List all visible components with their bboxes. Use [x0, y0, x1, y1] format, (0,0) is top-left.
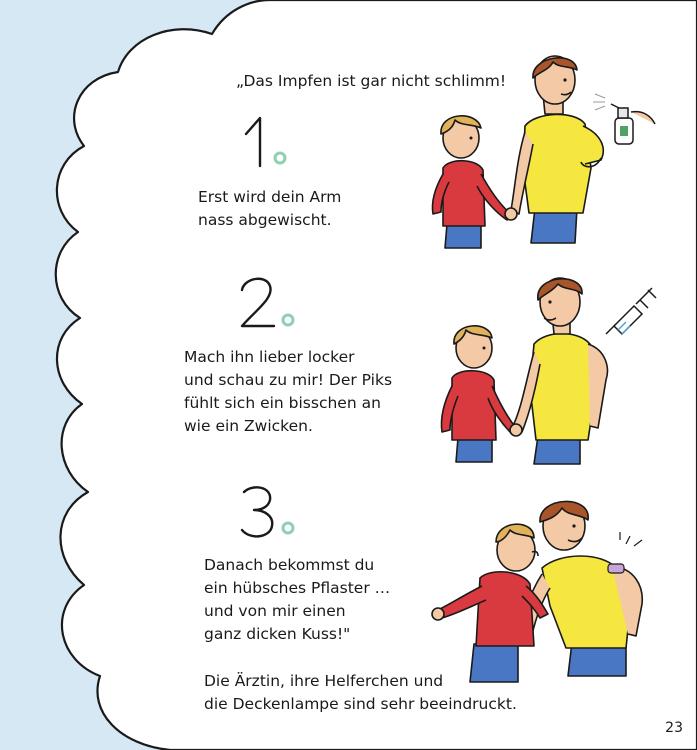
step-3-numeral-graphic	[238, 482, 308, 542]
step-1-numeral-graphic	[236, 112, 306, 172]
child-figure	[432, 524, 548, 682]
illustration-step-3	[430, 486, 675, 686]
closing-text: Die Ärztin, ihre Helferchen und die Deckenlampe sind sehr beeindruckt.	[204, 672, 517, 713]
adult-figure	[512, 278, 607, 464]
illustration-step-1	[425, 48, 665, 253]
step-1-text: Erst wird dein Arm nass abgewischt.	[198, 188, 342, 229]
adult-figure	[520, 501, 642, 676]
illustration-step-2	[430, 268, 670, 468]
intro-quote: „Das Impfen ist gar nicht schlimm!	[236, 72, 507, 90]
page-number: 23	[665, 720, 683, 736]
child-figure	[432, 116, 517, 248]
step-3-text: Danach bekommst du ein hübsches Pflaster … und von mir einen ganz dicken Kuss!"	[204, 556, 391, 643]
child-figure	[441, 326, 522, 462]
step-2-numeral-graphic	[236, 272, 306, 332]
step-2-text: Mach ihn lieber locker und schau zu mir! Der Piks fühlt sich ein bisschen an wie ein Zwicken.	[184, 348, 393, 435]
spray-bottle-icon	[593, 94, 655, 144]
syringe-icon	[606, 288, 656, 334]
adult-figure	[511, 56, 603, 243]
